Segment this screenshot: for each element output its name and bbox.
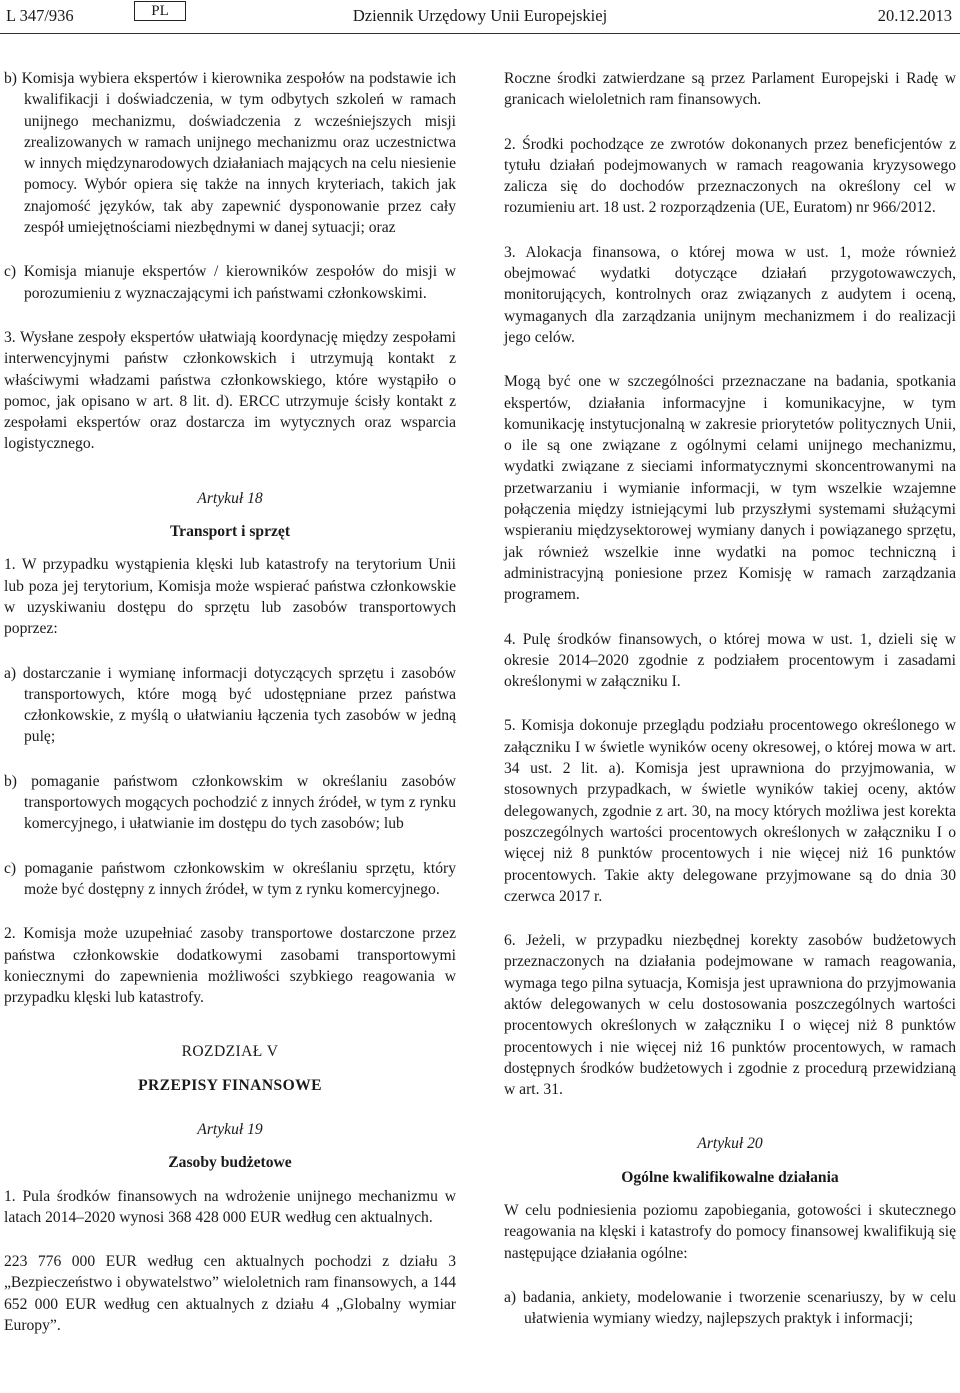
article-18-title: Transport i sprzęt <box>169 523 291 541</box>
paragraph-19-1: 1. Pula środków finansowych na wdrożenie unijnego mechanizmu w latach 2014–2020 wynosi 368 428 000 EUR według cen aktualnych. <box>4 1187 456 1226</box>
article-19-title: Zasoby budżetowe <box>168 1154 292 1172</box>
paragraph-19-5: 5. Komisja dokonuje przeglądu podziału procentowego określonego w załączniku I w świetle wyników oceny okresowej, o której mowa w art. 34 ust. 2 lit. a). Komisja jest uprawniona do przyjmowania, w stosownych przypadkach, w świetle wyników takiej oceny, aktów delegowanych, zgodnie z art. 30, na mocy których możliwa jest korekta poszczególnych wartości procentowych określonych w załączniku I o więcej niż 8 punktów procentowych i nie więcej niż 16 punktów procentowych. Takie akty delegowane przyjmowane są do dnia 30 czerwca 2017 r. <box>504 717 956 905</box>
item-a: a) dostarczanie i wymianę informacji dotyczących sprzętu i zasobów transportowych, które mogą być udostępniane przez państwa członkowskie, z myślą o ułatwianiu łączenia tych zasobów w jedną pulę; <box>4 664 456 746</box>
item-b: b) pomaganie państwom członkowskim w określaniu zasobów transportowych mogących pochodzić z innych źródeł, w tym z rynku komercyjnego, i ułatwianie im dostępu do tych zasobów; lub <box>4 772 456 833</box>
item-20-a: a) badania, ankiety, modelowanie i tworzenie scenariuszy, by w celu ułatwienia wymiany wiedzy, najlepszych praktyk i informacji; <box>504 1288 956 1328</box>
paragraph-19-3-details: Mogą być one w szczególności przeznaczane na badania, spotkania ekspertów, działania informacyjne i komunikacyjne, w tym komunikację instytucjonalną w zakresie priorytetów politycznych Unii, o ile są one związane z ogólnymi celami unijnego mechanizmu, wydatki związane z sieciami informatycznymi skoncentrowanymi na przetwarzaniu i wymianie informacji, w tym wszelkie wzajemne połączenia między istniejącymi lub przyszłymi systemami służącymi wspieraniu międzysektorowej wymiany danych i powiązanego sprzętu, jak również wszelkie inne wydatki na pomoc techniczną i administracyjną poniesione przez Komisję w ramach zarządzania programem. <box>504 373 956 604</box>
publication-date: 20.12.2013 <box>877 6 952 25</box>
paragraph-18-2: 2. Komisja może uzupełniać zasoby transportowe dostarczone przez państwa członkowskie dodatkowymi zasobami transportowymi koniecznymi do zapewnienia możliwości szybkiego reagowania w przypadku klęski lub katastrofy. <box>4 925 456 1007</box>
article-20-label: Artykuł 20 <box>697 1135 763 1153</box>
article-18-label: Artykuł 18 <box>197 489 263 507</box>
article-19-label: Artykuł 19 <box>197 1120 263 1138</box>
chapter-label: ROZDZIAŁ V <box>181 1043 279 1061</box>
paragraph-19-6: 6. Jeżeli, w przypadku niezbędnej korekty zasobów budżetowych przeznaczonych na działania podejmowane w ramach reagowania, wymaga tego pilna sytuacja, Komisja jest uprawniona do przyjmowania aktów delegowanych w celu dostosowania poszczególnych wartości procentowych określonych w załączniku I o więcej niż 8 punktów procentowych i nie więcej niż 16 punktów procentowych, w ramach dostępnych środków budżetowych i zgodnie z procedurą przewidzianą w art. 31. <box>504 932 956 1099</box>
left-column <box>4 68 456 1336</box>
paragraph-19-2: 2. Środki pochodzące ze zwrotów dokonanych przez beneficjentów z tytułu działań podejmowanych w ramach reagowania kryzysowego zalicza się do dochodów przeznaczonych na określony cel w rozumieniu art. 18 ust. 2 rozporządzenia (UE, Euratom) nr 966/2012. <box>504 135 956 217</box>
paragraph-c: c) Komisja mianuje ekspertów / kierowników zespołów do misji w porozumieniu z wyznaczającymi ich państwami członkowskimi. <box>4 263 456 302</box>
header-divider <box>0 33 960 34</box>
paragraph-20-intro: W celu podniesienia poziomu zapobiegania, gotowości i skutecznego reagowania na klęski i katastrofy do pomocy finansowej kwalifikują się następujące działania ogólne: <box>504 1202 956 1262</box>
article-20-title: Ogólne kwalifikowalne działania <box>621 1168 839 1186</box>
right-column <box>504 68 956 1330</box>
paragraph-b: b) Komisja wybiera ekspertów i kierownika zespołów na podstawie ich kwalifikacji i doświadczenia, w tym odbytych szkoleń w ramach unijnego mechanizmu, doświadczenia z wcześniejszych misji zrealizowanych w ramach unijnego mechanizmu oraz uczestnictwa w innych międzynarodowych działaniach mających na celu niesienie pomocy. Wybór opiera się także na innych kryteriach, takich jak znajomość języków, tak aby zapewnić dysponowanie przez cały zespół umiejętnościami niezbędnymi w danej sytuacji; oraz <box>4 70 456 237</box>
paragraph-19-amounts: 223 776 000 EUR według cen aktualnych pochodzi z działu 3 „Bezpieczeństwo i obywatelstwo” wieloletnich ram finansowych, a 144 652 000 EUR według cen aktualnych z działu 4 „Globalny wymiar Europy”. <box>4 1253 456 1335</box>
journal-title: Dziennik Urzędowy Unii Europejskiej <box>352 6 608 25</box>
page-reference: L 347/936 <box>6 6 74 25</box>
chapter-title: PRZEPISY FINANSOWE <box>138 1076 322 1094</box>
paragraph-3: 3. Wysłane zespoły ekspertów ułatwiają koordynację między zespołami interwencyjnymi państw członkowskich i utrzymują kontakt z właściwymi władzami państwa członkowskiego, które wystąpiło o pomoc, jak opisano w art. 8 lit. d). ERCC utrzymuje ścisły kontakt z zespołami ekspertów oraz dostarcza im wytycznych oraz wsparcia logistycznego. <box>4 328 456 453</box>
paragraph-19-4: 4. Pulę środków finansowych, o której mowa w ust. 1, dzieli się w okresie 2014–2020 zgodnie z podziałem procentowym i zasadami określonymi w załączniku I. <box>504 630 956 691</box>
item-c: c) pomaganie państwom członkowskim w określaniu sprzętu, który może być dostępny z innych źródeł, w tym z rynku komercyjnego. <box>4 859 456 898</box>
paragraph-annual-appropriations: Roczne środki zatwierdzane są przez Parlament Europejski i Radę w granicach wieloletnich ram finansowych. <box>504 70 956 109</box>
paragraph-18-1: 1. W przypadku wystąpienia klęski lub katastrofy na terytorium Unii lub poza jej terytorium, Komisja może wspierać państwa członkowskie w uzyskiwaniu dostępu do sprzętu lub zasobów transportowych poprzez: <box>4 556 456 638</box>
paragraph-19-3: 3. Alokacja finansowa, o której mowa w ust. 1, może również obejmować wydatki dotyczące działań przygotowawczych, monitorujących, kontrolnych oraz związanych z audytem i oceną, wymaganych dla zarządzania unijnym mechanizmem i do realizacji jego celów. <box>504 243 956 346</box>
page-header <box>0 0 960 34</box>
language-badge: PL <box>134 1 186 21</box>
